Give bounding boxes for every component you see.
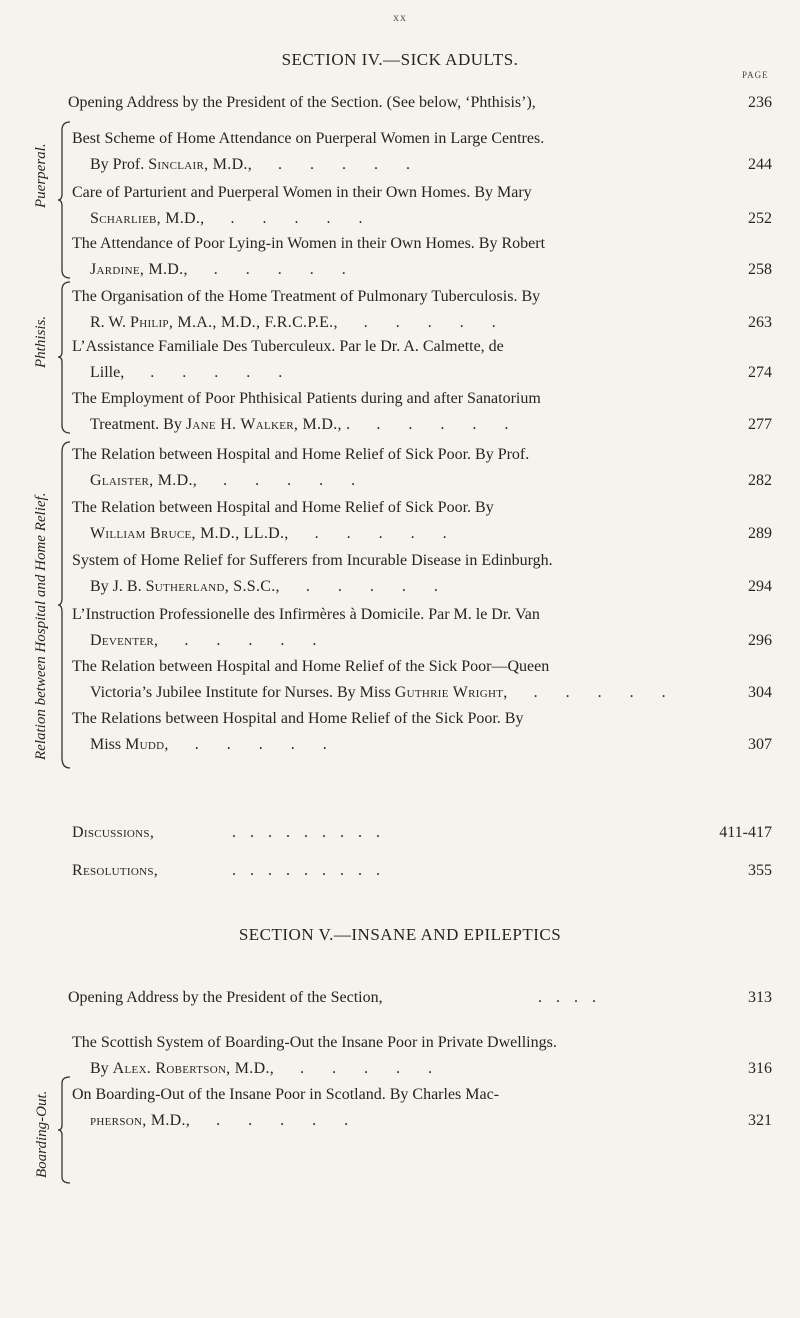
s4-entry: Best Scheme of Home Attendance on Puerperal Women in Large Centres. By Prof. Sinclair, M.D., . . . . . 244	[72, 126, 772, 178]
entry-author: Guthrie Wright,	[394, 684, 508, 701]
discussions-label: Discussions,	[72, 824, 155, 841]
s4-entry: System of Home Relief for Sufferers from Incurable Disease in Edinburgh. By J. B. Sutherland, S.S.C., . . . . . 294	[72, 548, 772, 600]
entry-page: 304	[748, 684, 772, 701]
entry-page: 289	[748, 525, 772, 542]
discussions-page: 411-417	[719, 824, 772, 841]
section-4-title: SECTION IV.—SICK ADULTS.	[281, 50, 519, 69]
section-4-opening	[68, 90, 772, 116]
entry-title-line: The Employment of Poor Phthisical Patients during and after Sanatorium	[72, 390, 541, 407]
entry-author: Mudd,	[125, 736, 169, 753]
group-label-relation: Relation between Hospital and Home Relief.	[33, 492, 49, 760]
entry-author: Jane H. Walker, M.D., .	[185, 416, 351, 433]
entry-page: 244	[748, 156, 772, 173]
s4-entry: The Relation between Hospital and Home Relief of Sick Poor. By William Bruce, M.D., LL.D., . . . . . 289	[72, 495, 772, 547]
discussions-entry: Discussions, ......... 411-417	[72, 820, 772, 846]
entry-author: Scharlieb, M.D.,	[90, 210, 205, 227]
resolutions-label: Resolutions,	[72, 862, 159, 879]
entry-title-line: On Boarding-Out of the Insane Poor in Scotland. By Charles Mac-	[72, 1086, 500, 1103]
entry-author: William Bruce, M.D., LL.D.,	[90, 525, 289, 542]
entry-author: Glaister, M.D.,	[90, 472, 198, 489]
s4-entry: The Employment of Poor Phthisical Patients during and after Sanatorium Treatment. By Jane H. Walker, M.D., . . . . . . 277	[72, 386, 772, 438]
entry-author: Sutherland, S.S.C.,	[145, 578, 280, 595]
group-label-puerperal: Puerperal.	[33, 143, 49, 208]
entry-title-line: Care of Parturient and Puerperal Women in their Own Homes. By Mary	[72, 184, 532, 201]
entry-page: 321	[748, 1112, 772, 1129]
section-5-title: SECTION V.—INSANE AND EPILEPTICS	[238, 925, 562, 944]
entry-page: 294	[748, 578, 772, 595]
entry-title-line: System of Home Relief for Sufferers from Incurable Disease in Edinburgh.	[72, 552, 553, 569]
entry-title-line: The Organisation of the Home Treatment of Pulmonary Tuberculosis. By	[72, 288, 541, 305]
entry-page: 282	[748, 472, 772, 489]
entry-page: 263	[748, 314, 772, 331]
entry-page: 296	[748, 632, 772, 649]
brace-phthisis	[58, 280, 72, 435]
entry-title-line: Best Scheme of Home Attendance on Puerperal Women in Large Centres.	[72, 130, 545, 147]
entry-page: 252	[748, 210, 772, 227]
entry-byline: By J. B.	[90, 578, 146, 595]
entry-author: pherson, M.D.,	[90, 1112, 191, 1129]
s4-entry: The Organisation of the Home Treatment of Pulmonary Tuberculosis. By R. W. Philip, M.A., M.D., F.R.C.P.E., . . . . . 263	[72, 284, 772, 336]
group-label-phthisis: Phthisis.	[33, 315, 49, 368]
page-number: xx	[393, 10, 407, 24]
resolutions-page: 355	[748, 862, 772, 879]
entry-byline: Treatment. By	[90, 416, 186, 433]
brace-puerperal	[58, 120, 72, 280]
group-label-boarding-out: Boarding-Out.	[34, 1090, 50, 1178]
entry-page: 277	[748, 416, 772, 433]
brace-boarding-out	[58, 1075, 72, 1185]
entry-author: Jardine, M.D.,	[90, 261, 188, 278]
entry-title-line: The Attendance of Poor Lying-in Women in their Own Homes. By Robert	[72, 235, 546, 252]
opening-5-page: 313	[748, 989, 772, 1006]
entry-author: Alex. Robertson, M.D.,	[112, 1060, 275, 1077]
entry-byline: By Prof.	[90, 156, 149, 173]
entry-page: 307	[748, 736, 772, 753]
s4-entry: L’Instruction Professionelle des Infirmères à Domicile. Par M. le Dr. Van Deventer, . . . . . 296	[72, 602, 772, 654]
entry-title-line: The Relation between Hospital and Home Relief of Sick Poor. By Prof.	[72, 446, 530, 463]
entry-page: 274	[748, 364, 772, 381]
entry-byline: Miss	[90, 736, 126, 753]
resolutions-entry: Resolutions, ......... 355	[72, 858, 772, 884]
entry-page: 316	[748, 1060, 772, 1077]
opening-5-text: Opening Address by the President of the Section,	[68, 989, 383, 1006]
entry-title-line: The Scottish System of Boarding-Out the Insane Poor in Private Dwellings.	[72, 1034, 557, 1051]
entry-page: 258	[748, 261, 772, 278]
s4-entry: L’Assistance Familiale Des Tuberculeux. Par le Dr. A. Calmette, de Lille, . . . . . 274	[72, 334, 772, 386]
entry-title-line: L’Instruction Professionelle des Infirmères à Domicile. Par M. le Dr. Van	[72, 606, 540, 623]
entry-author: Philip, M.A., M.D., F.R.C.P.E.,	[130, 314, 338, 331]
section-5-opening: Opening Address by the President of the Section, .... 313	[68, 985, 772, 1011]
entry-title-line: L’Assistance Familiale Des Tuberculeux. Par le Dr. A. Calmette, de	[72, 338, 504, 355]
entry-byline: Victoria’s Jubilee Institute for Nurses. By Miss	[90, 684, 395, 701]
entry-author: Sinclair, M.D.,	[148, 156, 253, 173]
s5-entry: The Scottish System of Boarding-Out the Insane Poor in Private Dwellings. By Alex. Robertson, M.D., . . . . . 316	[72, 1030, 772, 1082]
s4-entry: The Relations between Hospital and Home Relief of the Sick Poor. By Miss Mudd, . . . . . 307	[72, 706, 772, 758]
entry-author: Deventer,	[90, 632, 159, 649]
entry-byline: By	[90, 1060, 113, 1077]
entry-byline: Lille,	[90, 364, 125, 381]
s4-entry: Care of Parturient and Puerperal Women in their Own Homes. By Mary Scharlieb, M.D., . . . . . 252	[72, 180, 772, 232]
entry-title-line: The Relation between Hospital and Home Relief of the Sick Poor—Queen	[72, 658, 550, 675]
entry-title-line: The Relation between Hospital and Home Relief of Sick Poor. By	[72, 499, 494, 516]
s4-entry: The Attendance of Poor Lying-in Women in their Own Homes. By Robert Jardine, M.D., . . . . . 258	[72, 231, 772, 283]
s4-entry: The Relation between Hospital and Home Relief of the Sick Poor—Queen Victoria’s Jubilee Institute for Nurses. By Miss Guthrie Wright, . . . . . 304	[72, 654, 772, 706]
s4-entry: The Relation between Hospital and Home Relief of Sick Poor. By Prof. Glaister, M.D., . . . . . 282	[72, 442, 772, 494]
brace-relation	[58, 440, 72, 770]
page-column-label: PAGE	[742, 70, 769, 80]
opening-page: 236	[748, 94, 772, 111]
entry-byline: R. W.	[90, 314, 131, 331]
opening-text: Opening Address by the President of the Section. (See below, ‘Phthisis’),	[68, 94, 536, 111]
entry-title-line: The Relations between Hospital and Home Relief of the Sick Poor. By	[72, 710, 524, 727]
s5-entry: On Boarding-Out of the Insane Poor in Scotland. By Charles Mac- pherson, M.D., . . . . . 321	[72, 1082, 772, 1134]
